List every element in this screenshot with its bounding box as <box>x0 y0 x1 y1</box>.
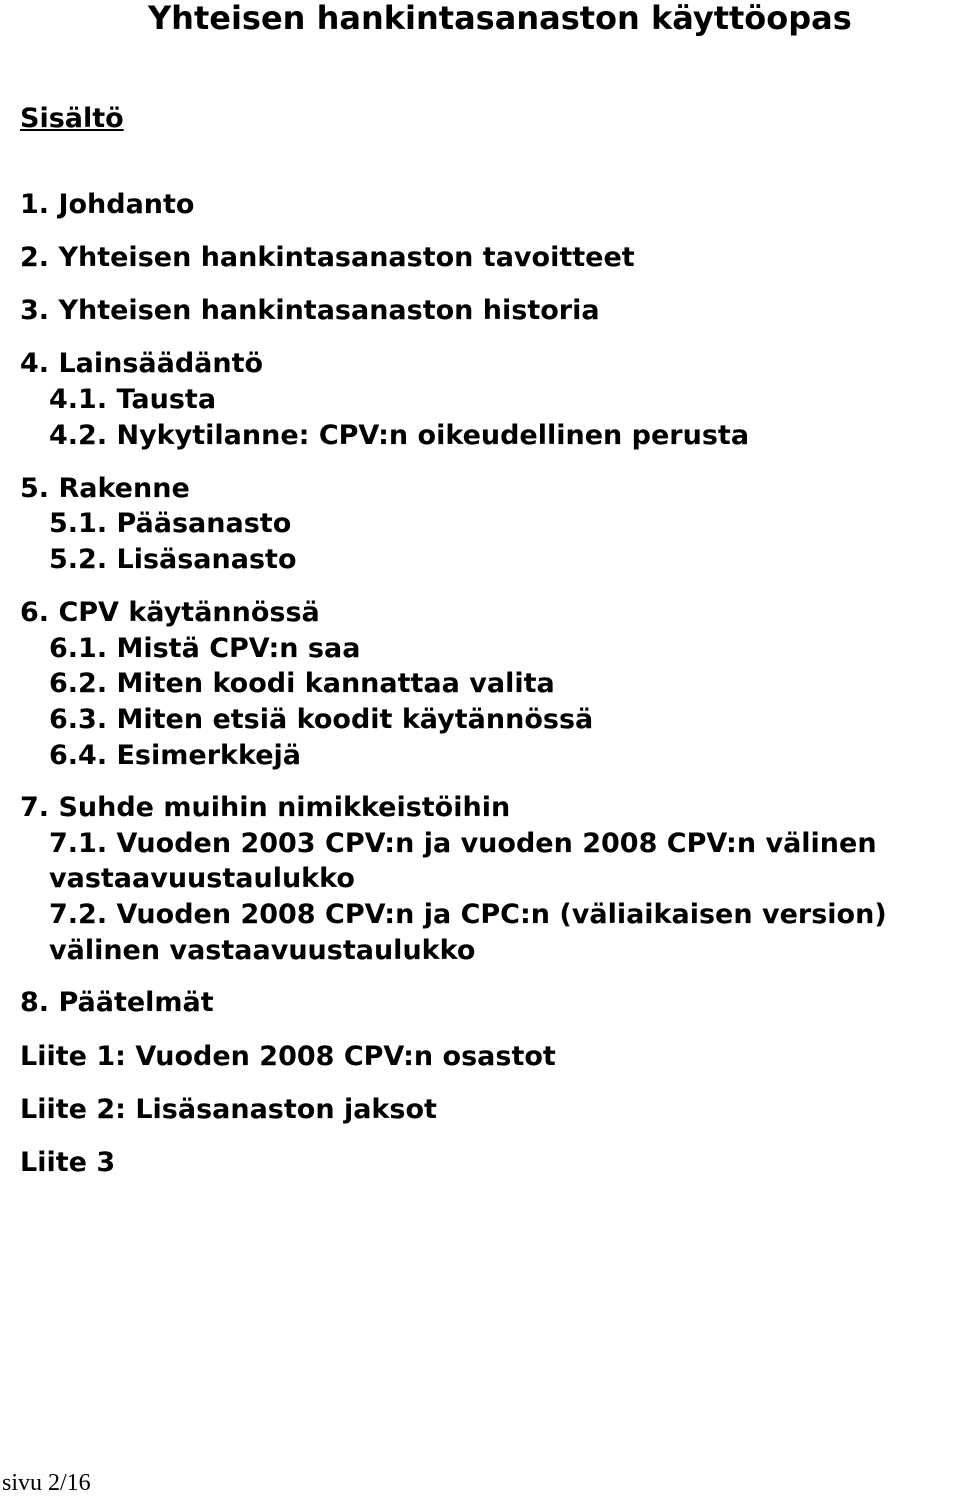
toc-item-5[interactable]: 5. Rakenne <box>20 473 190 504</box>
toc-item-6-1[interactable]: 6.1. Mistä CPV:n saa <box>49 633 361 664</box>
toc-item-6-3[interactable]: 6.3. Miten etsiä koodit käytännössä <box>49 704 594 735</box>
toc-item-3[interactable]: 3. Yhteisen hankintasanaston historia <box>20 295 600 326</box>
toc-item-appendix-3[interactable]: Liite 3 <box>20 1147 116 1178</box>
toc-item-7-2-continued[interactable]: välinen vastaavuustaulukko <box>49 935 476 966</box>
document-title: Yhteisen hankintasanaston käyttöopas <box>148 0 852 37</box>
toc-item-appendix-1[interactable]: Liite 1: Vuoden 2008 CPV:n osastot <box>20 1041 556 1072</box>
toc-item-1[interactable]: 1. Johdanto <box>20 189 195 220</box>
toc-item-appendix-2[interactable]: Liite 2: Lisäsanaston jaksot <box>20 1094 437 1125</box>
toc-item-4-1[interactable]: 4.1. Tausta <box>49 384 217 415</box>
page-number: sivu 2/16 <box>2 1470 91 1496</box>
toc-item-4[interactable]: 4. Lainsäädäntö <box>20 348 264 379</box>
toc-item-5-2[interactable]: 5.2. Lisäsanasto <box>49 544 297 575</box>
toc-item-7-2[interactable]: 7.2. Vuoden 2008 CPV:n ja CPC:n (väliaikaisen version) <box>49 899 887 930</box>
toc-item-6-2[interactable]: 6.2. Miten koodi kannattaa valita <box>49 668 555 699</box>
toc-item-6[interactable]: 6. CPV käytännössä <box>20 597 320 628</box>
toc-item-5-1[interactable]: 5.1. Pääsanasto <box>49 508 292 539</box>
toc-item-7-1-continued[interactable]: vastaavuustaulukko <box>49 863 355 894</box>
toc-item-8[interactable]: 8. Päätelmät <box>20 987 214 1018</box>
toc-item-2[interactable]: 2. Yhteisen hankintasanaston tavoitteet <box>20 242 635 273</box>
contents-heading: Sisältö <box>20 103 124 134</box>
toc-item-7-1[interactable]: 7.1. Vuoden 2003 CPV:n ja vuoden 2008 CPV:n välinen <box>49 828 877 859</box>
toc-item-4-2[interactable]: 4.2. Nykytilanne: CPV:n oikeudellinen perusta <box>49 420 750 451</box>
toc-item-7[interactable]: 7. Suhde muihin nimikkeistöihin <box>20 792 511 823</box>
toc-item-6-4[interactable]: 6.4. Esimerkkejä <box>49 740 301 771</box>
